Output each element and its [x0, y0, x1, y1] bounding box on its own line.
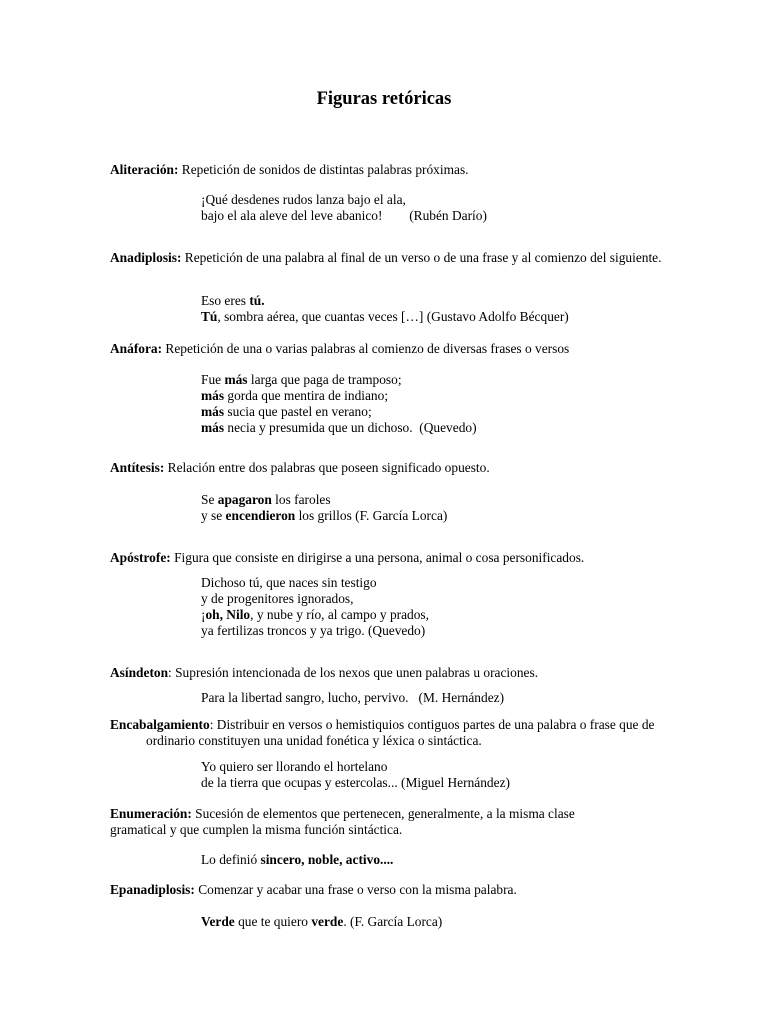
- example-text: gorda que mentira de indiano;: [224, 388, 389, 403]
- figure-definition: [110, 717, 676, 749]
- figure-term: Enumeración:: [110, 806, 192, 821]
- example-line: [201, 492, 721, 508]
- emphasized-word: más: [224, 372, 248, 387]
- emphasized-word: verde: [311, 914, 344, 929]
- figure-term: Anáfora:: [110, 341, 163, 356]
- example-line: [201, 508, 721, 524]
- figure-example: [201, 759, 721, 791]
- example-line: [201, 420, 721, 436]
- figure-definition: [110, 550, 650, 566]
- example-text: Lo definió: [201, 852, 261, 867]
- figure-term: Aliteración:: [110, 162, 179, 177]
- definition-text: Repetición de sonidos de distintas palabras próximas.: [178, 162, 469, 177]
- example-line: [201, 372, 721, 388]
- figure-definition: [110, 460, 650, 476]
- example-line: [201, 914, 721, 930]
- figure-term: Asíndeton: [110, 665, 169, 680]
- example-text: larga que paga de tramposo;: [247, 372, 402, 387]
- emphasized-word: Tú: [201, 309, 218, 324]
- example-line: [201, 852, 721, 868]
- example-text: bajo el ala aleve del leve abanico! (Rubén Darío): [201, 208, 487, 223]
- figure-example: [201, 293, 721, 325]
- example-line: [201, 690, 721, 706]
- emphasized-word: apagaron: [217, 492, 272, 507]
- example-line: [201, 293, 721, 309]
- emphasized-word: oh, Nilo: [205, 607, 251, 622]
- example-text: Para la libertad sangro, lucho, pervivo. (M. Hernández): [201, 690, 505, 705]
- definition-text: Repetición de una o varias palabras al comienzo de diversas frases o versos: [162, 341, 570, 356]
- definition-text: Comenzar y acabar una frase o verso con la misma palabra.: [194, 882, 517, 897]
- definition-text: Relación entre dos palabras que poseen significado opuesto.: [164, 460, 490, 475]
- example-line: [201, 309, 721, 325]
- emphasized-word: más: [201, 388, 225, 403]
- example-line: [201, 759, 721, 775]
- figure-definition: [110, 341, 650, 357]
- example-text: y de progenitores ignorados,: [201, 591, 354, 606]
- example-line: [201, 607, 721, 623]
- definition-text: : Supresión intencionada de los nexos que unen palabras u oraciones.: [168, 665, 539, 680]
- definition-text: : Distribuir en versos o hemistiquios contiguos partes de una palabra o frase que de ordinario constituyen una unidad fonética y léxica o sintáctica.: [146, 717, 655, 748]
- example-text: . (F. García Lorca): [343, 914, 443, 929]
- definition-text: Repetición de una palabra al final de un verso o de una frase y al comienzo del siguiente.: [181, 250, 662, 265]
- figure-term: Antítesis:: [110, 460, 165, 475]
- example-line: [201, 192, 721, 208]
- example-text: , sombra aérea, que cuantas veces […] (Gustavo Adolfo Bécquer): [217, 309, 569, 324]
- example-line: [201, 388, 721, 404]
- definition-text: Figura que consiste en dirigirse a una persona, animal o cosa personificados.: [170, 550, 585, 565]
- example-text: , y nube y río, al campo y prados,: [250, 607, 429, 622]
- figure-example: [201, 852, 721, 868]
- example-line: [201, 404, 721, 420]
- example-text: necia y presumida que un dichoso. (Quevedo): [224, 420, 477, 435]
- figure-example: [201, 690, 721, 706]
- example-text: sucia que pastel en verano;: [224, 404, 372, 419]
- example-text: ¡: [201, 607, 206, 622]
- figure-example: [201, 914, 721, 930]
- figure-definition: [110, 665, 650, 681]
- figure-definition: [110, 162, 650, 178]
- example-text: Yo quiero ser llorando el hortelano: [201, 759, 388, 774]
- emphasized-word: encendieron: [225, 508, 296, 523]
- figure-example: [201, 192, 721, 224]
- figure-example: [201, 492, 721, 524]
- emphasized-word: tú.: [249, 293, 265, 308]
- example-line: [201, 591, 721, 607]
- figure-definition: [110, 882, 650, 898]
- definition-text: Sucesión de elementos que pertenecen, generalmente, a la misma clase gramatical y que cumplen la misma función sintáctica.: [110, 806, 575, 837]
- example-text: de la tierra que ocupas y estercolas... (Miguel Hernández): [201, 775, 510, 790]
- example-text: y se: [201, 508, 226, 523]
- figure-example: [201, 575, 721, 639]
- example-text: los faroles: [271, 492, 331, 507]
- page-title: Figuras retóricas: [316, 89, 452, 109]
- figure-example: [201, 372, 721, 436]
- emphasized-word: Verde: [201, 914, 235, 929]
- example-line: [201, 575, 721, 591]
- example-text: los grillos (F. García Lorca): [295, 508, 448, 523]
- example-text: que te quiero: [234, 914, 312, 929]
- figure-term: Apóstrofe:: [110, 550, 171, 565]
- emphasized-word: sincero, noble, activo....: [260, 852, 394, 867]
- example-line: [201, 623, 721, 639]
- example-text: ya fertilizas troncos y ya trigo. (Quevedo): [201, 623, 426, 638]
- example-line: [201, 208, 721, 224]
- example-text: ¡Qué desdenes rudos lanza bajo el ala,: [201, 192, 406, 207]
- figure-term: Encabalgamiento: [110, 717, 210, 732]
- example-text: Se: [201, 492, 218, 507]
- emphasized-word: más: [201, 404, 225, 419]
- figure-term: Epanadiplosis:: [110, 882, 195, 897]
- example-text: Fue: [201, 372, 225, 387]
- figure-term: Anadiplosis:: [110, 250, 182, 265]
- example-text: Dichoso tú, que naces sin testigo: [201, 575, 377, 590]
- figure-definition: [110, 250, 676, 266]
- example-text: Eso eres: [201, 293, 250, 308]
- emphasized-word: más: [201, 420, 225, 435]
- example-line: [201, 775, 721, 791]
- figure-definition: [110, 806, 610, 838]
